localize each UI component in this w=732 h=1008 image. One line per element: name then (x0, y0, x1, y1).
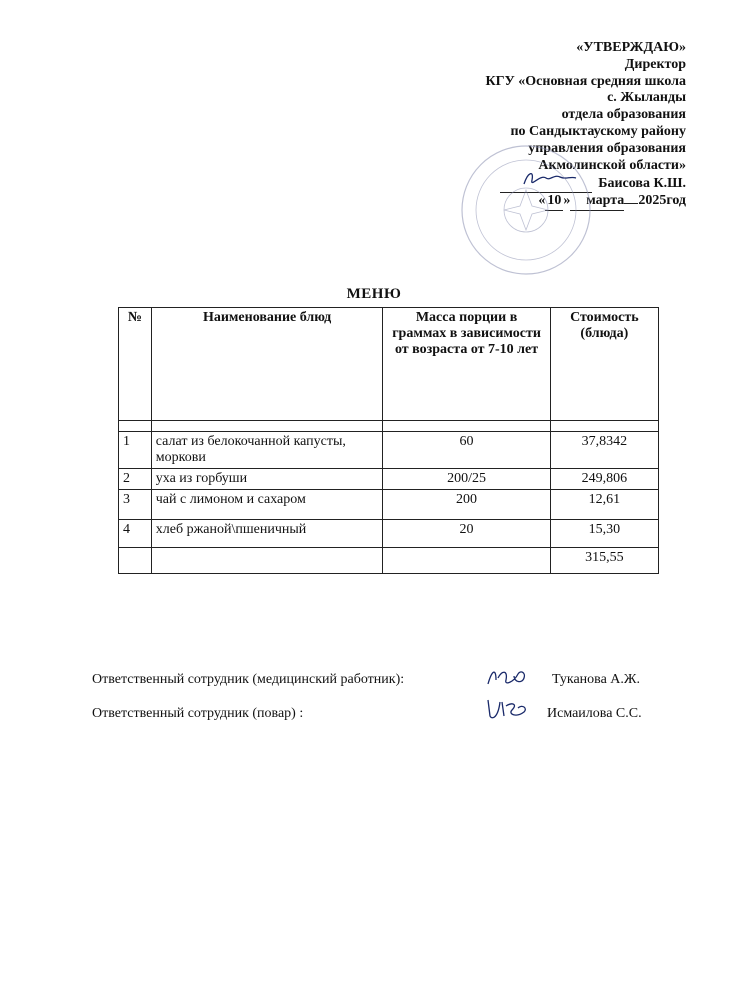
responsible-cook-name: Исмаилова С.С. (547, 706, 642, 721)
official-stamp-icon (456, 140, 596, 280)
row-dish-name: уха из горбуши (151, 469, 383, 490)
approval-date: « 10 » марта 2025год (386, 193, 686, 211)
header-number: № (119, 308, 152, 421)
row-portion-mass: 200 (383, 490, 550, 520)
row-portion-mass: 200/25 (383, 469, 550, 490)
table-row (119, 490, 659, 520)
row-number: 2 (119, 469, 152, 490)
row-cost: 249,806 (550, 469, 658, 490)
table-row (119, 432, 659, 469)
approval-organization-line-2: с. Жыланды (607, 90, 686, 106)
cook-signature-icon (482, 694, 532, 724)
row-number: 4 (119, 520, 152, 548)
approval-organization-line-5: управления образования (528, 140, 686, 156)
approval-date-month: марта (570, 193, 624, 211)
row-number: 3 (119, 490, 152, 520)
header-cost: Стоимость (блюда) (550, 308, 658, 421)
row-portion-mass: 20 (383, 520, 550, 548)
responsible-medical-role: Ответственный сотрудник (медицинский работник): (92, 672, 405, 687)
total-row (119, 548, 659, 574)
total-cost: 315,55 (550, 548, 658, 574)
responsible-medical (92, 672, 672, 696)
responsible-medical-name: Туканова А.Ж. (552, 672, 640, 687)
row-cost: 37,8342 (550, 432, 658, 469)
row-dish-name: салат из белокочанной капусты, моркови (151, 432, 383, 469)
approval-organization-line-3: отдела образования (561, 107, 686, 123)
approval-organization-line-6: Акмолинской области» (538, 157, 686, 173)
responsible-cook (92, 706, 672, 730)
responsible-cook-role: Ответственный сотрудник (повар) : (92, 706, 304, 721)
table-header-row (119, 308, 659, 421)
header-dish-name: Наименование блюд (151, 308, 383, 421)
approval-organization-line-1: КГУ «Основная средняя школа (485, 73, 686, 89)
approval-date-day: 10 (545, 193, 563, 211)
approval-organization-line-4: по Сандыктаускому району (510, 123, 686, 139)
approval-heading: «УТВЕРЖДАЮ» (576, 40, 686, 55)
table-spacer-row (119, 421, 659, 432)
menu-title: МЕНЮ (346, 286, 402, 302)
table-row (119, 520, 659, 548)
row-cost: 15,30 (550, 520, 658, 548)
row-dish-name: чай с лимоном и сахаром (151, 490, 383, 520)
approval-date-year: 2025год (638, 193, 686, 209)
row-dish-name: хлеб ржаной\пшеничный (151, 520, 383, 548)
medical-signature-icon (484, 664, 532, 690)
header-portion-mass: Масса порции в граммах в зависимости от возраста от 7-10 лет (383, 308, 550, 421)
director-name: Баисова К.Ш. (598, 176, 686, 192)
row-number: 1 (119, 432, 152, 469)
approval-position: Директор (624, 56, 686, 72)
menu-table (118, 307, 659, 574)
row-cost: 12,61 (550, 490, 658, 520)
table-row (119, 469, 659, 490)
row-portion-mass: 60 (383, 432, 550, 469)
